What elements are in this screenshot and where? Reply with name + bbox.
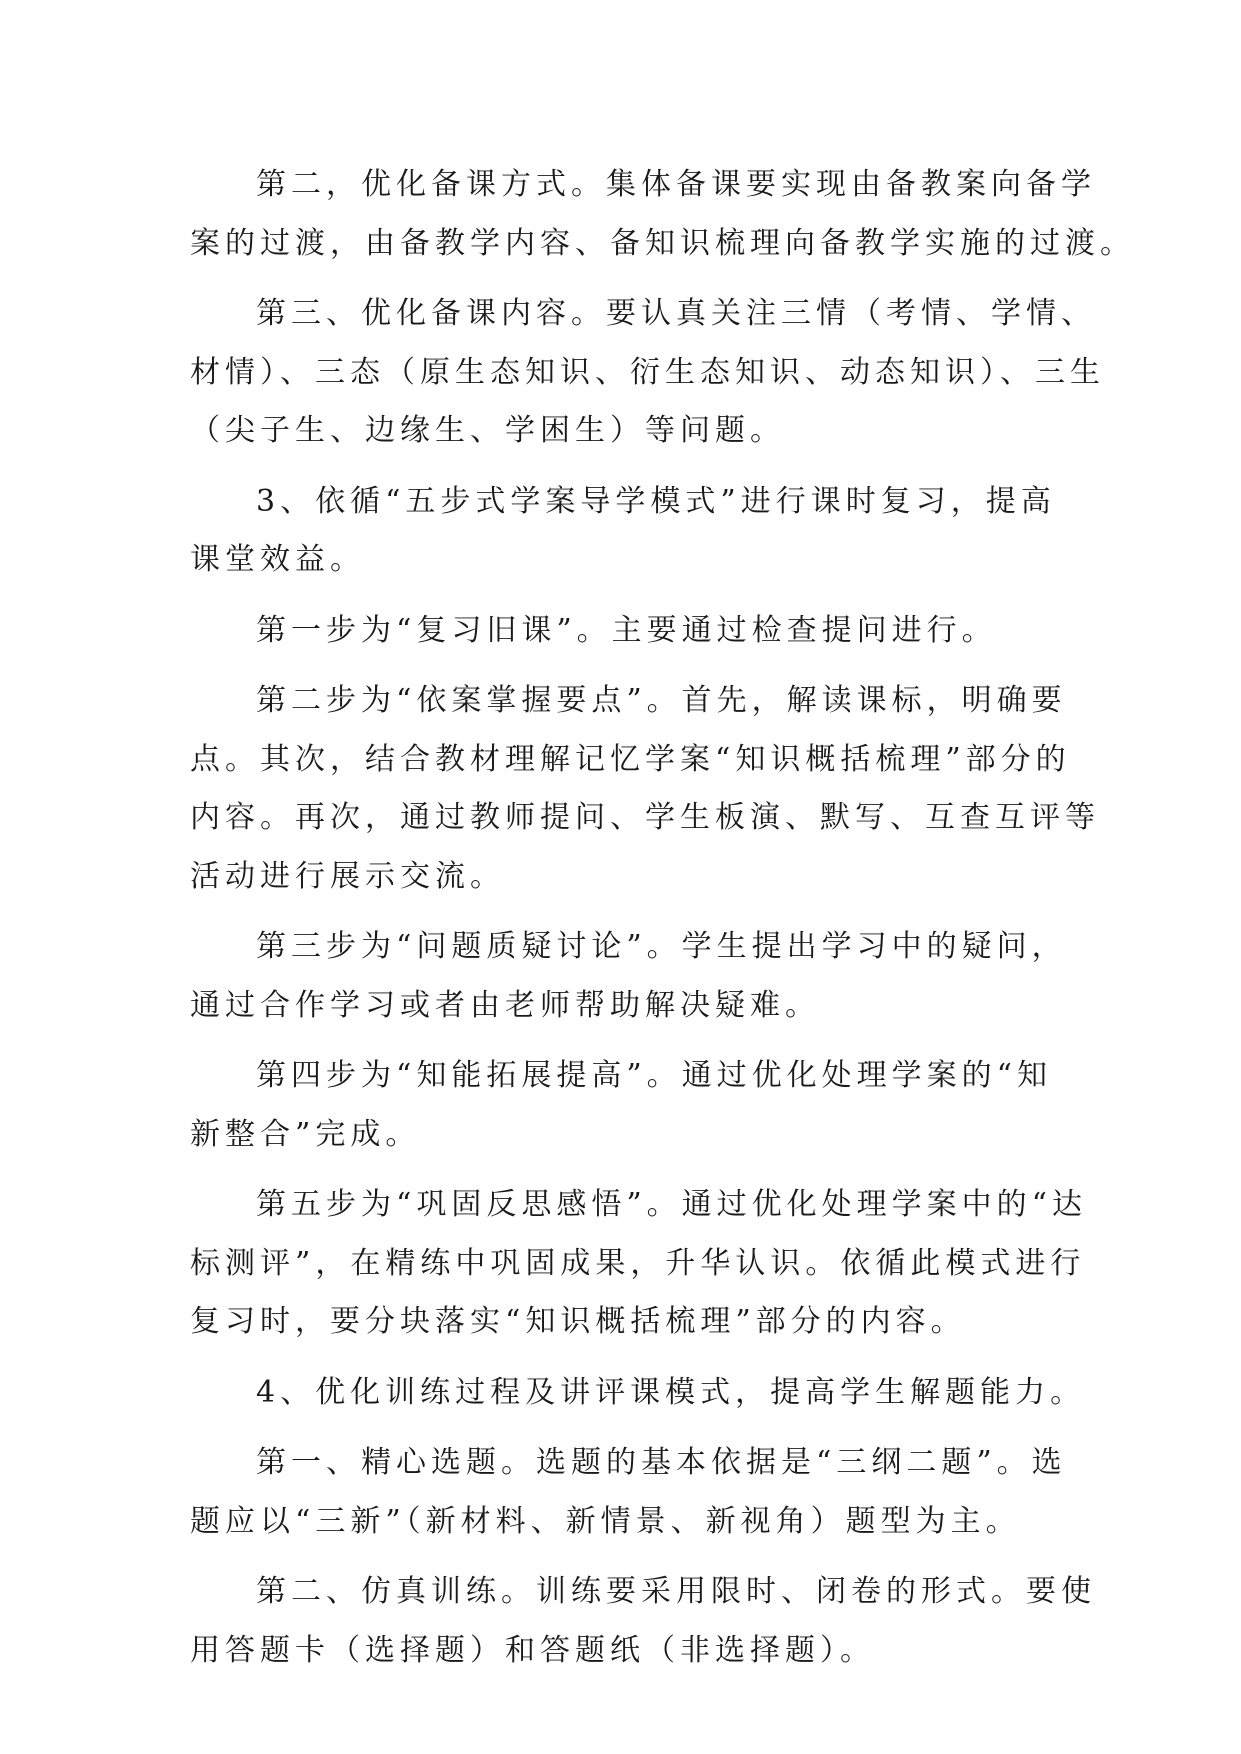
paragraph-line: 用答题卡（选择题）和答题纸（非选择题）。 [190,1632,875,1668]
paragraph-line: 第三、优化备课内容。要认真关注三情（考情、学情、 [256,296,1096,331]
paragraph-line: 第三步为“问题质疑讨论”。学生提出学习中的疑问， [256,929,1067,964]
paragraph-line: （尖子生、边缘生、学困生）等问题。 [190,413,785,448]
paragraph-step-two [190,672,1100,906]
paragraph-line: 通过合作学习或者由老师帮助解决疑难。 [190,987,820,1023]
paragraph-line: 第一步为“复习旧课”。主要通过检查提问进行。 [256,612,997,648]
paragraph-line: 活动进行展示交流。 [190,858,505,894]
paragraph-line: 第四步为“知能拓展提高”。通过优化处理学案的“知 [256,1058,1053,1093]
paragraph-step-four [190,1047,1070,1164]
paragraph-line: 内容。再次，通过教师提问、学生板演、默写、互查互评等 [190,800,1100,835]
paragraph-line: 材情）、三态（原生态知识、衍生态知识、动态知识）、三生 [190,354,1105,390]
paragraph-line: 案的过渡，由备教学内容、备知识梳理向备教学实施的过渡。 [190,225,1135,261]
paragraph-select-questions [190,1434,1070,1551]
paragraph-line: 复习时，要分块落实“知识概括梳理”部分的内容。 [190,1304,966,1339]
paragraph-optimize-prep-method [190,156,1135,273]
paragraph-line: 点。其次，结合教材理解记忆学案“知识概括梳理”部分的 [190,741,1071,777]
paragraph-step-three [190,918,1070,1035]
paragraph-line: 新整合”完成。 [190,1116,421,1152]
paragraph-line: 第二、仿真训练。训练要采用限时、闭卷的形式。要使 [256,1574,1096,1609]
paragraph-line: 3、依循“五步式学案导学模式”进行课时复习，提高 [256,483,1056,519]
paragraph-step-five [190,1176,1088,1352]
paragraph-line: 第二，优化备课方式。集体备课要实现由备教案向备学 [256,167,1096,202]
paragraph-line: 标测评”，在精练中巩固成果，升华认识。依循此模式进行 [190,1245,1086,1281]
paragraph-optimize-training [190,1364,1086,1423]
paragraph-line: 课堂效益。 [190,542,365,577]
paragraph-line: 题应以“三新”（新材料、新情景、新视角）题型为主。 [190,1503,1021,1539]
paragraph-five-step-model [190,473,1070,590]
paragraph-line: 4、优化训练过程及讲评课模式，提高学生解题能力。 [256,1374,1086,1410]
paragraph-line: 第五步为“巩固反思感悟”。通过优化处理学案中的“达 [256,1187,1088,1222]
paragraph-line: 第二步为“依案掌握要点”。首先，解读课标，明确要 [256,683,1067,718]
paragraph-optimize-prep-content [190,285,1105,461]
document-body [190,156,1135,1692]
paragraph-line: 第一、精心选题。选题的基本依据是“三纲二题”。选 [256,1445,1067,1480]
paragraph-step-one [190,602,1070,661]
paragraph-simulation-training [190,1563,1096,1680]
